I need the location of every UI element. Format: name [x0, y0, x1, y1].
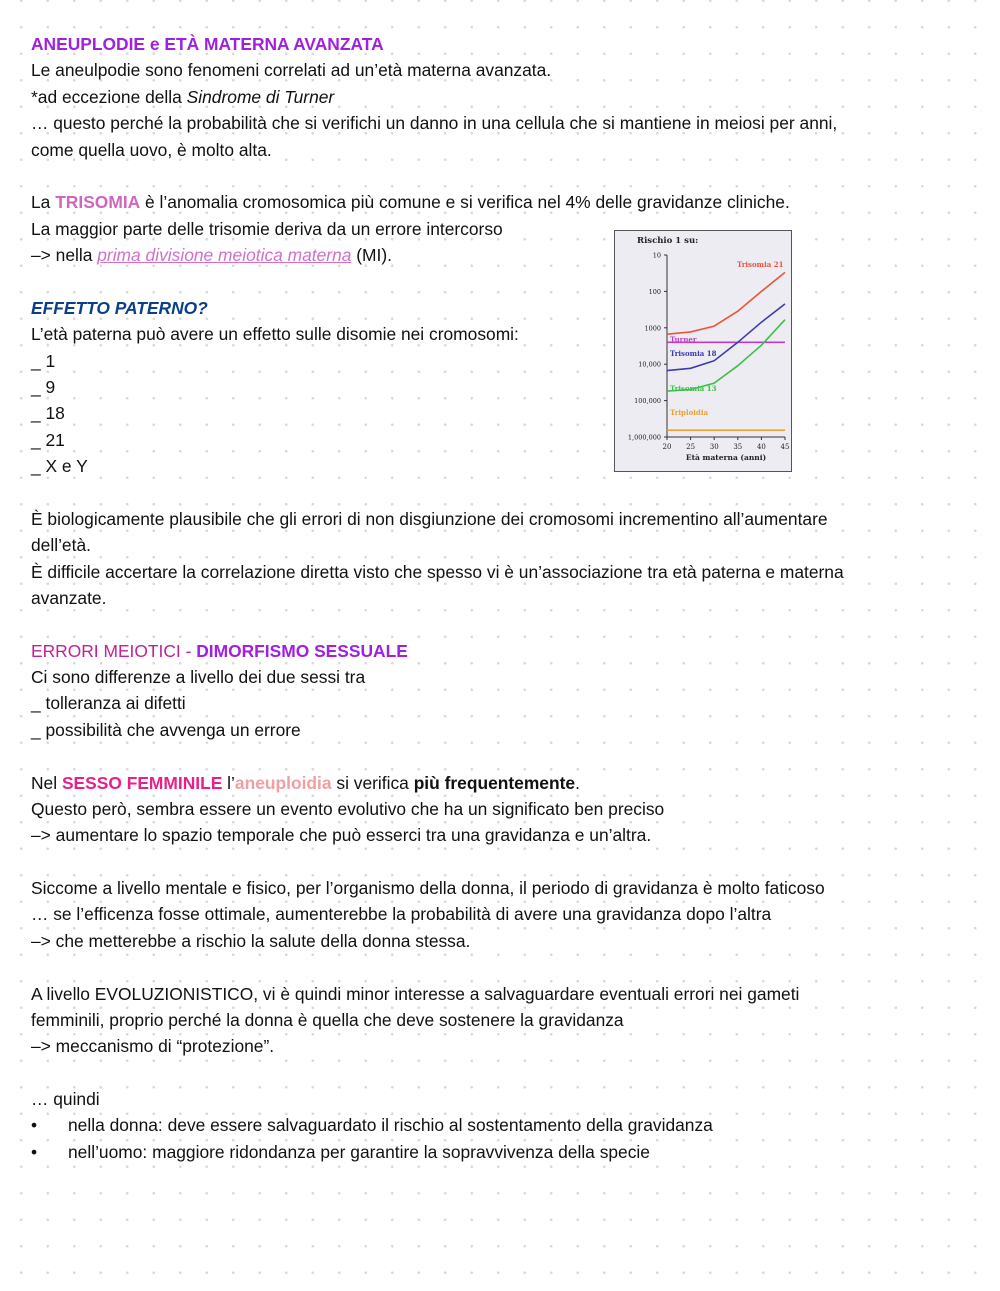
section-title-errori-meiotici — [31, 640, 408, 662]
series-line-trisomia-21 — [667, 272, 785, 334]
text-line: Ci sono differenze a livello dei due sessi tra — [31, 667, 366, 687]
text-line: come quella uovo, è molto alta. — [31, 140, 272, 160]
x-tick-label: 45 — [780, 443, 790, 451]
x-axis-label: Età materna (anni) — [685, 453, 767, 462]
bullet-dot: • — [31, 1142, 38, 1162]
text-line — [31, 244, 392, 266]
bullet-item: nella donna: deve essere salvaguardato il rischio al sostentamento della gravidanza — [68, 1115, 713, 1135]
bullet-item: nell’uomo: maggiore ridondanza per garantire la sopravvivenza della specie — [68, 1142, 650, 1162]
text-line: –> che metterebbe a rischio la salute della donna stessa. — [31, 931, 471, 951]
text-line: dell’età. — [31, 535, 91, 555]
list-item: _ possibilità che avvenga un errore — [31, 720, 301, 740]
text-line — [31, 191, 790, 213]
aneuploidia-highlight: aneuploidia — [234, 773, 332, 793]
piu-frequentemente-bold: più frequentemente — [413, 773, 576, 793]
text-line: A livello EVOLUZIONISTICO, vi è quindi minor interesse a salvaguardare eventuali errori nei gameti — [31, 984, 800, 1004]
x-tick-label: 20 — [662, 443, 672, 451]
text-line: Le aneulpodie sono fenomeni correlati ad un’età materna avanzata. — [31, 60, 552, 80]
text-span: . — [575, 773, 580, 793]
title-bold: DIMORFISMO SESSUALE — [196, 641, 408, 661]
text-line: … questo perché la probabilità che si verifichi un danno in una cellula che si mantiene in meiosi per anni, — [31, 113, 838, 133]
text-span: l’ — [222, 773, 235, 793]
list-item: _ 21 — [31, 430, 65, 450]
text-span: (MI). — [351, 245, 393, 265]
chart-title: Rischio 1 su: — [637, 236, 699, 246]
list-item: _ 1 — [31, 351, 56, 371]
series-label-trisomia-13: Trisomia 13 — [670, 384, 717, 393]
x-tick-label: 35 — [733, 443, 743, 451]
text-line — [31, 86, 334, 108]
y-tick-label: 100,000 — [634, 397, 661, 406]
sesso-femminile-highlight: SESSO FEMMINILE — [61, 773, 223, 793]
text-span: Nel — [31, 773, 62, 793]
text-line: –> aumentare lo spazio temporale che può esserci tra una gravidanza e un’altra. — [31, 825, 652, 845]
text-span: –> nella — [31, 245, 98, 265]
y-tick-label: 100 — [648, 287, 661, 296]
list-item: _ tolleranza ai difetti — [31, 693, 186, 713]
text-line: avanzate. — [31, 588, 107, 608]
list-item: _ 9 — [31, 377, 56, 397]
x-tick-label: 40 — [756, 443, 766, 451]
section-title-effetto-paterno: EFFETTO PATERNO? — [31, 298, 208, 318]
title-prefix: ERRORI MEIOTICI - — [31, 641, 197, 661]
risk-chart — [614, 230, 792, 472]
text-span: *ad eccezione della — [31, 87, 187, 107]
text-line: … quindi — [31, 1089, 100, 1109]
risk-chart-svg — [615, 231, 791, 471]
bullet-dot: • — [31, 1115, 38, 1135]
turner-italic: Sindrome di Turner — [186, 87, 335, 107]
text-line: È biologicamente plausibile che gli errori di non disgiunzione dei cromosomi incrementino all’aumentare — [31, 509, 828, 529]
series-label-trisomia-21: Trisomia 21 — [737, 260, 784, 269]
y-tick-label: 1,000,000 — [627, 433, 661, 442]
meiosis-link[interactable]: prima divisione meiotica materna — [97, 245, 352, 265]
text-line — [31, 772, 580, 794]
text-line: … se l’efficenza fosse ottimale, aumenterebbe la probabilità di avere una gravidanza dopo l’altra — [31, 904, 772, 924]
x-tick-label: 25 — [686, 443, 696, 451]
text-span: La — [31, 192, 56, 212]
text-span: si verifica — [331, 773, 414, 793]
text-line: È difficile accertare la correlazione diretta visto che spesso vi è un’associazione tra età paterna e materna — [31, 562, 844, 582]
y-tick-label: 10 — [652, 251, 661, 260]
series-label-turner: Turner — [670, 335, 697, 344]
list-item: _ 18 — [31, 403, 65, 423]
text-line: L’età paterna può avere un effetto sulle disomie nei cromosomi: — [31, 324, 519, 344]
text-span: è l’anomalia cromosomica più comune e si verifica nel 4% delle gravidanze cliniche. — [140, 192, 790, 212]
text-line: femminili, proprio perché la donna è quella che deve sostenere la gravidanza — [31, 1010, 624, 1030]
y-tick-label: 10,000 — [638, 360, 661, 369]
section-title-aneuploidie: ANEUPLODIE e ETÀ MATERNA AVANZATA — [31, 34, 384, 54]
series-label-trisomia-18: Trisomia 18 — [670, 349, 717, 358]
text-line: Questo però, sembra essere un evento evolutivo che ha un significato ben preciso — [31, 799, 665, 819]
x-tick-label: 30 — [709, 443, 719, 451]
text-line: –> meccanismo di “protezione”. — [31, 1036, 275, 1056]
trisomia-highlight: TRISOMIA — [55, 192, 141, 212]
y-tick-label: 1000 — [644, 324, 661, 333]
text-line: Siccome a livello mentale e fisico, per l’organismo della donna, il periodo di gravidanza è molto faticoso — [31, 878, 825, 898]
series-label-triploidia: Triploidia — [670, 408, 709, 417]
text-line: La maggior parte delle trisomie deriva da un errore intercorso — [31, 219, 503, 239]
list-item: _ X e Y — [31, 456, 88, 476]
